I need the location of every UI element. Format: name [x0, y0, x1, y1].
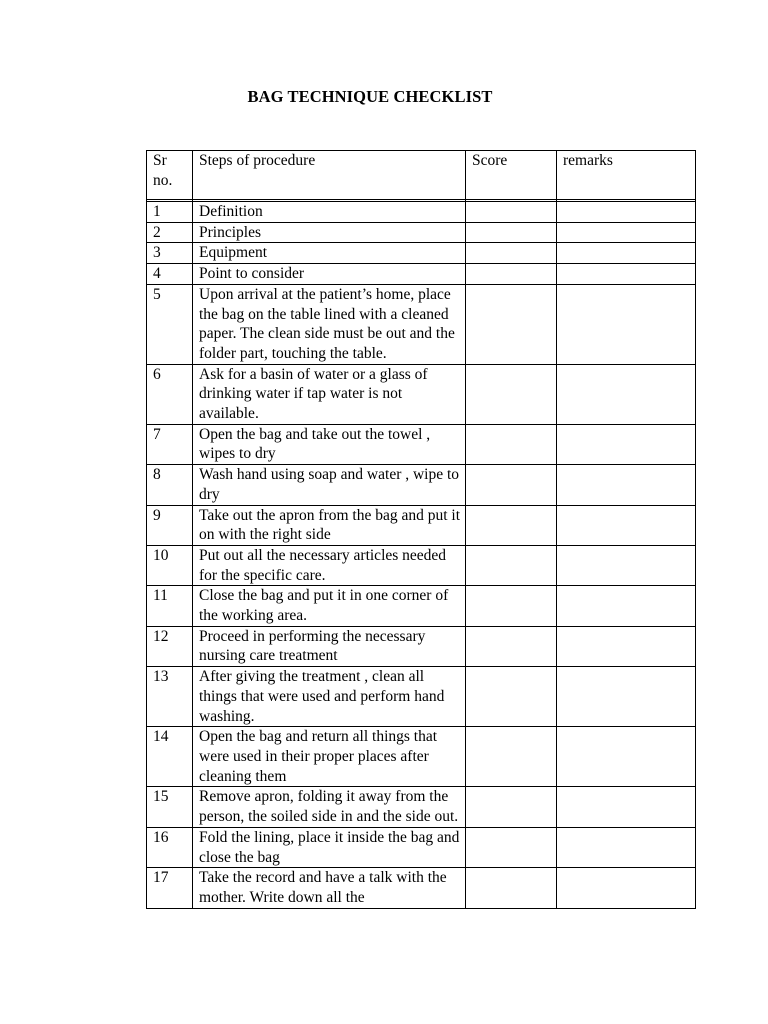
row-score — [466, 868, 557, 908]
row-step: Definition — [193, 202, 466, 223]
table-row — [147, 505, 696, 545]
row-remarks — [557, 827, 696, 867]
table-row — [147, 202, 696, 223]
row-remarks — [557, 667, 696, 727]
row-remarks — [557, 868, 696, 908]
header-sr-no: Sr no. — [147, 151, 193, 200]
row-number: 14 — [147, 727, 193, 787]
table-row — [147, 222, 696, 243]
row-step: Open the bag and return all things that were used in their proper places after cleaning them — [193, 727, 466, 787]
row-remarks — [557, 243, 696, 264]
table-header-row — [147, 151, 696, 200]
header-score: Score — [466, 151, 557, 200]
row-number: 5 — [147, 284, 193, 364]
table-row — [147, 626, 696, 666]
row-score — [466, 626, 557, 666]
row-number: 8 — [147, 465, 193, 505]
row-step: Point to consider — [193, 264, 466, 285]
table-row — [147, 727, 696, 787]
row-number: 6 — [147, 364, 193, 424]
row-step: Wash hand using soap and water , wipe to dry — [193, 465, 466, 505]
row-step: Remove apron, folding it away from the person, the soiled side in and the side out. — [193, 787, 466, 827]
row-step: After giving the treatment , clean all things that were used and perform hand washing. — [193, 667, 466, 727]
page-title: BAG TECHNIQUE CHECKLIST — [247, 87, 493, 106]
row-score — [466, 202, 557, 223]
table-row — [147, 465, 696, 505]
row-step: Upon arrival at the patient’s home, place the bag on the table lined with a cleaned paper. The clean side must be out and the folder part, touching the table. — [193, 284, 466, 364]
row-score — [466, 827, 557, 867]
table-row — [147, 284, 696, 364]
table-row — [147, 424, 696, 464]
row-number: 9 — [147, 505, 193, 545]
row-number: 12 — [147, 626, 193, 666]
row-score — [466, 243, 557, 264]
row-score — [466, 586, 557, 626]
row-number: 11 — [147, 586, 193, 626]
row-step: Put out all the necessary articles needed for the specific care. — [193, 545, 466, 585]
row-step: Proceed in performing the necessary nursing care treatment — [193, 626, 466, 666]
row-remarks — [557, 545, 696, 585]
checklist-table — [146, 150, 696, 909]
row-step: Close the bag and put it in one corner of the working area. — [193, 586, 466, 626]
table-row — [147, 787, 696, 827]
row-step: Fold the lining, place it inside the bag and close the bag — [193, 827, 466, 867]
row-remarks — [557, 364, 696, 424]
table-row — [147, 243, 696, 264]
row-score — [466, 787, 557, 827]
row-step: Take out the apron from the bag and put it on with the right side — [193, 505, 466, 545]
row-remarks — [557, 727, 696, 787]
row-remarks — [557, 202, 696, 223]
row-step: Principles — [193, 222, 466, 243]
table-row — [147, 827, 696, 867]
header-remarks: remarks — [557, 151, 696, 200]
row-remarks — [557, 222, 696, 243]
row-number: 16 — [147, 827, 193, 867]
row-score — [466, 222, 557, 243]
row-remarks — [557, 586, 696, 626]
table-row — [147, 586, 696, 626]
row-score — [466, 284, 557, 364]
row-number: 2 — [147, 222, 193, 243]
table-row — [147, 264, 696, 285]
table-row — [147, 545, 696, 585]
row-score — [466, 364, 557, 424]
row-remarks — [557, 465, 696, 505]
table-row — [147, 667, 696, 727]
row-step: Take the record and have a talk with the mother. Write down all the — [193, 868, 466, 908]
table-row — [147, 868, 696, 908]
row-step: Equipment — [193, 243, 466, 264]
row-number: 10 — [147, 545, 193, 585]
header-steps: Steps of procedure — [193, 151, 466, 200]
row-remarks — [557, 626, 696, 666]
row-step: Open the bag and take out the towel , wipes to dry — [193, 424, 466, 464]
row-score — [466, 505, 557, 545]
row-remarks — [557, 505, 696, 545]
row-score — [466, 545, 557, 585]
row-score — [466, 667, 557, 727]
row-step: Ask for a basin of water or a glass of drinking water if tap water is not available. — [193, 364, 466, 424]
row-number: 4 — [147, 264, 193, 285]
row-number: 3 — [147, 243, 193, 264]
row-score — [466, 264, 557, 285]
row-score — [466, 727, 557, 787]
row-remarks — [557, 264, 696, 285]
row-remarks — [557, 284, 696, 364]
table-row — [147, 364, 696, 424]
row-number: 15 — [147, 787, 193, 827]
row-score — [466, 424, 557, 464]
row-score — [466, 465, 557, 505]
row-number: 1 — [147, 202, 193, 223]
row-number: 17 — [147, 868, 193, 908]
row-remarks — [557, 787, 696, 827]
checklist-body — [147, 202, 696, 909]
row-remarks — [557, 424, 696, 464]
row-number: 13 — [147, 667, 193, 727]
row-number: 7 — [147, 424, 193, 464]
